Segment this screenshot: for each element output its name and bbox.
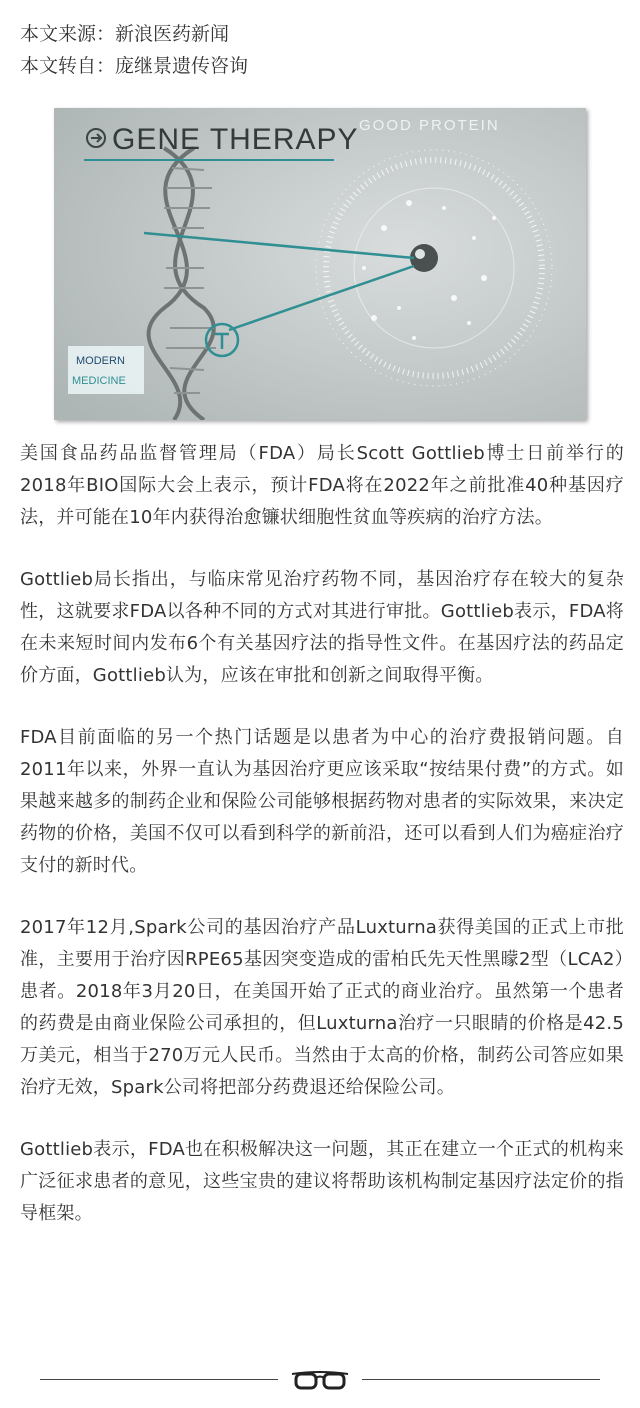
end-divider — [40, 1366, 600, 1392]
paragraph: 2017年12月,Spark公司的基因治疗产品Luxturna获得美国的正式上市批准，主要用于治疗因RPE65基因突变造成的雷柏氏先天性黑曚2型（LCA2）患者。2018年3月20日，在美国开始了正式的商业治疗。虽然第一个患者的药费是由商业保险公司承担的，但Luxturna治疗一只眼睛的价格是42.5万美元，相当于270万元人民币。当然由于太高的价格，制药公司答应如果治疗无效，Spark公司将把部分药费退还给保险公司。 — [20, 917, 624, 1098]
divider-line-right — [362, 1379, 600, 1380]
paragraph: Gottlieb表示，FDA也在积极解决这一问题，其正在建立一个正式的机构来广泛征求患者的意见，这些宝贵的建议将帮助该机构制定基因疗法定价的指导框架。 — [20, 1139, 624, 1224]
glasses-icon — [290, 1366, 350, 1392]
article-body — [20, 438, 624, 1260]
paragraph: Gottlieb局长指出，与临床常见治疗药物不同，基因治疗存在较大的复杂性，这就要求FDA以各种不同的方式对其进行审批。Gottlieb表示，FDA将在未来短时间内发布6个有关基因疗法的指导性文件。在基因疗法的药品定价方面，Gottlieb认为，应该在审批和创新之间取得平衡。 — [20, 569, 624, 686]
hero-subtitle: GOOD PROTEIN — [359, 117, 500, 134]
source-line: 本文来源：新浪医药新闻 — [20, 23, 230, 45]
hero-title: GENE THERAPY — [112, 123, 359, 156]
svg-text:MEDICINE: MEDICINE — [72, 375, 126, 387]
repost-line: 本文转自：庞继景遗传咨询 — [20, 55, 249, 77]
divider-line-left — [40, 1379, 278, 1380]
paragraph: 美国食品药品监督管理局（FDA）局长Scott Gottlieb博士日前举行的2018年BIO国际大会上表示，预计FDA将在2022年之前批准40种基因疗法，并可能在10年内获得治愈镰状细胞性贫血等疾病的治疗方法。 — [20, 443, 624, 528]
paragraph: FDA目前面临的另一个热门话题是以患者为中心的治疗费报销问题。自2011年以来，外界一直认为基因治疗更应该采取“按结果付费”的方式。如果越来越多的制药企业和保险公司能够根据药物对患者的实际效果，来决定药物的价格，美国不仅可以看到科学的新前沿，还可以看到人们为癌症治疗支付的新时代。 — [20, 727, 624, 876]
gene-therapy-image — [54, 108, 586, 420]
svg-text:MODERN: MODERN — [76, 355, 125, 367]
